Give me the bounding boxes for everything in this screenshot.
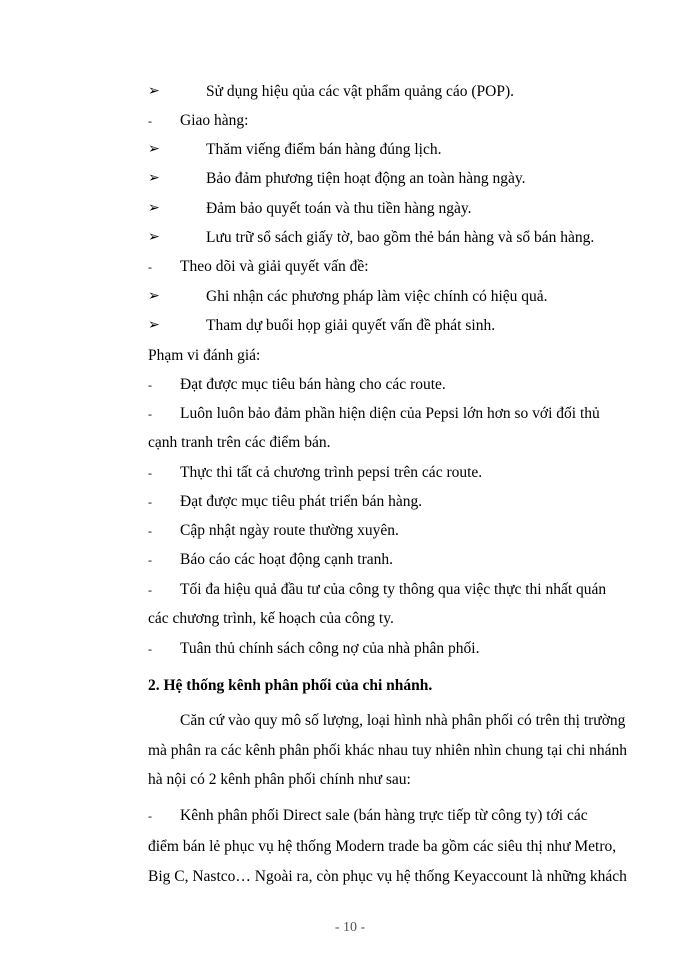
dash-bullet-icon: - [148, 809, 152, 823]
item-text: Thăm viếng điểm bán hàng đúng lịch. [206, 141, 442, 158]
item-text: Tuân thủ chính sách công nợ của nhà phân phối. [180, 640, 480, 657]
item-text: mà phân ra các kênh phân phối khác nhau tuy nhiên nhìn chung tại chi nhánh [148, 742, 628, 759]
item-text: Tham dự buổi họp giải quyết vấn đề phát sinh. [206, 317, 496, 334]
dash-bullet-icon: - [148, 378, 152, 392]
item-text: Ghi nhận các phương pháp làm việc chính có hiệu quả. [206, 288, 548, 305]
arrow-bullet-icon: ➢ [148, 201, 160, 216]
item-text: Bảo đảm phương tiện hoạt động an toàn hàng ngày. [206, 170, 526, 187]
arrow-bullet-icon: ➢ [148, 318, 160, 333]
item-text: Kênh phân phối Direct sale (bán hàng trực tiếp từ công ty) tới các [180, 807, 588, 824]
item-text: Đạt được mục tiêu phát triển bán hàng. [180, 493, 423, 510]
item-text: Lưu trữ sổ sách giấy tờ, bao gồm thẻ bán hàng và sổ bán hàng. [206, 229, 595, 246]
item-text: Báo cáo các hoạt động cạnh tranh. [180, 551, 394, 568]
item-text: Tối đa hiệu quả đầu tư của công ty thông qua việc thực thi nhất quán [180, 581, 607, 598]
item-text: Đạt được mục tiêu bán hàng cho các route. [180, 376, 446, 393]
arrow-bullet-icon: ➢ [148, 289, 160, 304]
item-text: hà nội có 2 kênh phân phối chính như sau: [148, 771, 411, 788]
item-text: Đảm bảo quyết toán và thu tiền hàng ngày. [206, 200, 472, 217]
item-text: Căn cứ vào quy mô số lượng, loại hình nhà phân phối có trên thị trường [180, 712, 626, 729]
item-text: các chương trình, kế hoạch của công ty. [148, 610, 394, 627]
arrow-bullet-icon: ➢ [148, 230, 160, 245]
item-text: Luôn luôn bảo đảm phần hiện diện của Pepsi lớn hơn so với đối thủ [180, 405, 600, 422]
dash-bullet-icon: - [148, 260, 152, 274]
arrow-bullet-icon: ➢ [148, 84, 160, 99]
item-text: Giao hàng: [180, 112, 249, 129]
dash-bullet-icon: - [148, 642, 152, 656]
dash-bullet-icon: - [148, 407, 152, 421]
item-text: Cập nhật ngày route thường xuyên. [180, 522, 399, 539]
item-text: Theo dõi và giải quyết vấn đề: [180, 258, 369, 275]
dash-bullet-icon: - [148, 114, 152, 128]
heading-text: 2. Hệ thống kênh phân phối của chi nhánh. [148, 677, 433, 694]
item-text: Thực thi tất cả chương trình pepsi trên các route. [180, 464, 483, 481]
item-text: Big C, Nastco… Ngoài ra, còn phục vụ hệ thống Keyaccount là những khách [148, 868, 627, 885]
dash-bullet-icon: - [148, 466, 152, 480]
page-number: - 10 - [334, 920, 366, 935]
item-text: cạnh tranh trên các điểm bán. [148, 434, 331, 451]
dash-bullet-icon: - [148, 524, 152, 538]
dash-bullet-icon: - [148, 495, 152, 509]
dash-bullet-icon: - [148, 553, 152, 567]
dash-bullet-icon: - [148, 583, 152, 597]
item-text: điểm bán lẻ phục vụ hệ thống Modern trade ba gồm các siêu thị như Metro, [148, 838, 617, 855]
item-text: Sử dụng hiệu qủa các vật phẩm quảng cáo (POP). [206, 83, 514, 100]
arrow-bullet-icon: ➢ [148, 171, 160, 186]
item-text: Phạm vi đánh giá: [148, 347, 261, 364]
arrow-bullet-icon: ➢ [148, 142, 160, 157]
